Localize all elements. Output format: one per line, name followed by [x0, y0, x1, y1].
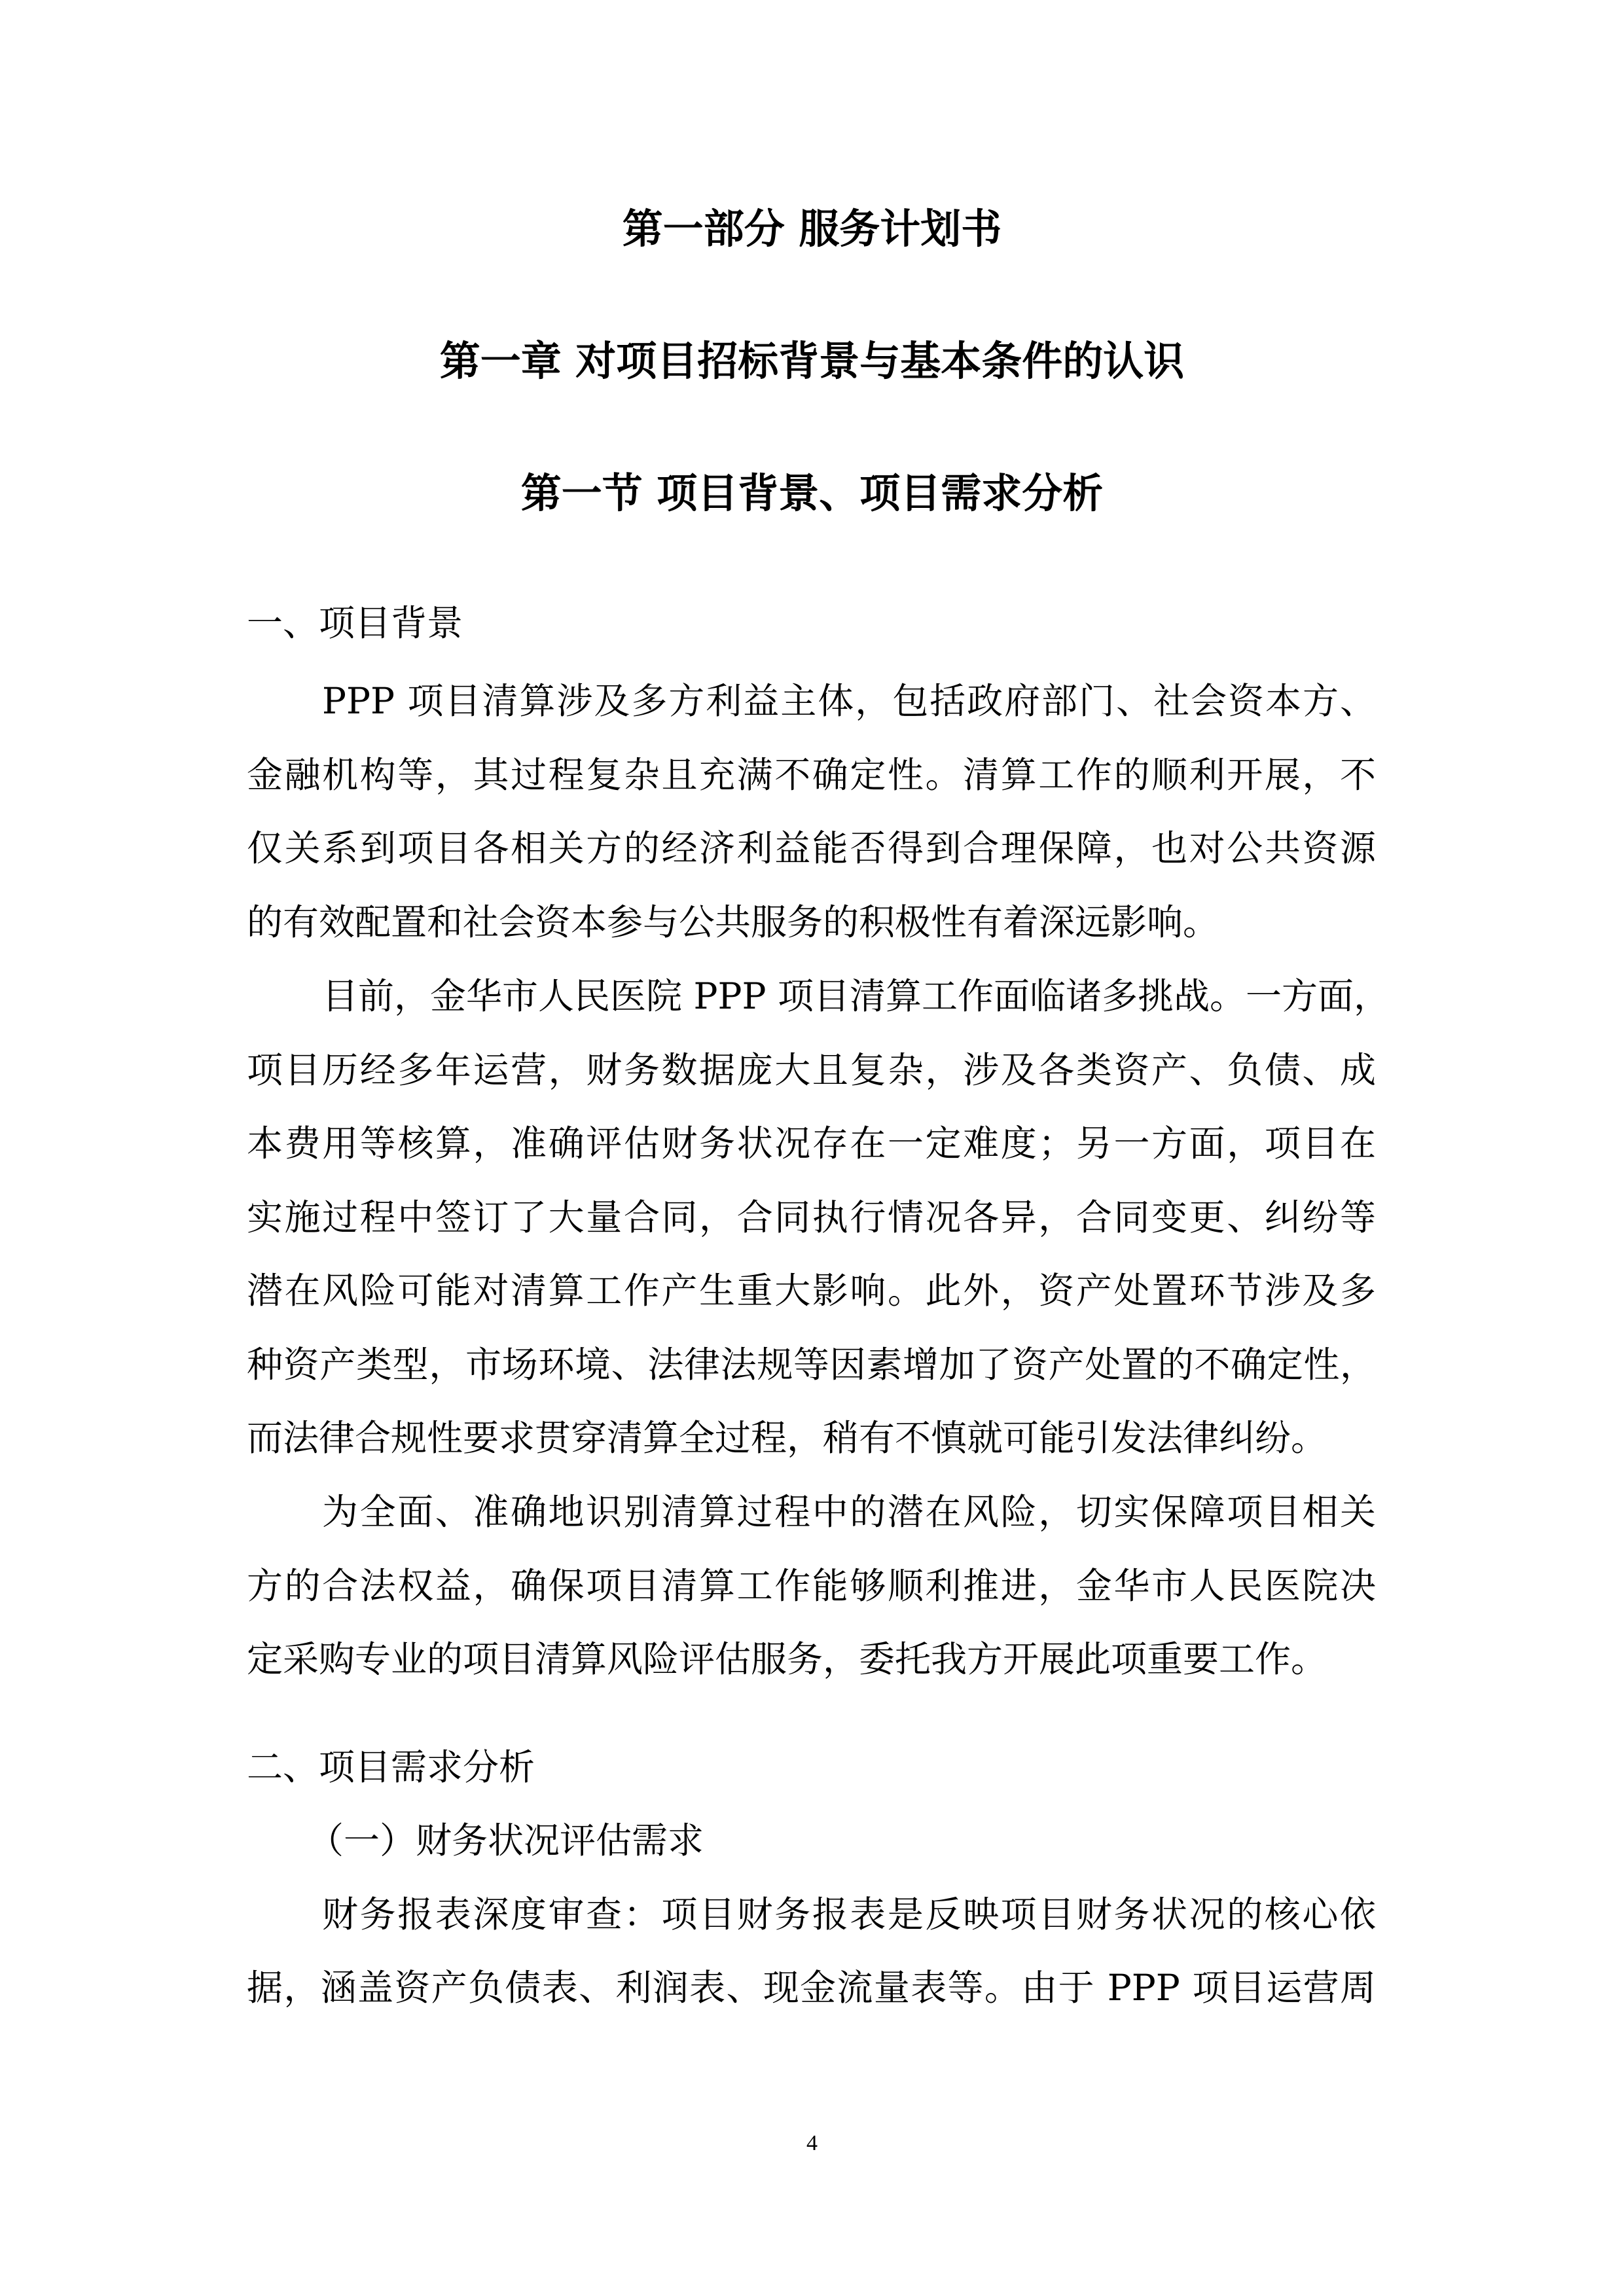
paragraph-line: PPP 项目清算涉及多方利益主体，包括政府部门、社会资本方、 — [322, 680, 1376, 722]
paragraph-line: 而法律合规性要求贯穿清算全过程，稍有不慎就可能引发法律纠纷。 — [247, 1417, 1327, 1459]
section-title: 第一节 项目背景、项目需求分析 — [520, 469, 1104, 517]
paragraph-line: 定采购专业的项目清算风险评估服务，委托我方开展此项重要工作。 — [247, 1638, 1327, 1680]
part-title: 第一部分 服务计划书 — [622, 205, 1002, 253]
paragraph-line: 方的合法权益，确保项目清算工作能够顺利推进，金华市人民医院决 — [247, 1565, 1376, 1607]
page-number: 4 — [806, 2131, 818, 2155]
chapter-title: 第一章 对项目招标背景与基本条件的认识 — [439, 337, 1185, 385]
paragraph-line: 仅关系到项目各相关方的经济利益能否得到合理保障，也对公共资源 — [247, 827, 1376, 869]
paragraph-line: 实施过程中签订了大量合同，合同执行情况各异，合同变更、纠纷等 — [247, 1196, 1376, 1238]
section-heading-requirements: 二、项目需求分析 — [247, 1746, 535, 1788]
paragraph-line: 据，涵盖资产负债表、利润表、现金流量表等。由于 PPP 项目运营周 — [247, 1967, 1376, 2009]
paragraph-line: 财务报表深度审查：项目财务报表是反映项目财务状况的核心依 — [322, 1893, 1376, 1935]
subsection-heading-financial: （一）财务状况评估需求 — [308, 1820, 704, 1861]
paragraph-line: 潜在风险可能对清算工作产生重大影响。此外，资产处置环节涉及多 — [247, 1270, 1376, 1312]
paragraph-line: 目前，金华市人民医院 PPP 项目清算工作面临诸多挑战。一方面， — [322, 975, 1390, 1017]
paragraph-line: 种资产类型，市场环境、法律法规等因素增加了资产处置的不确定性， — [247, 1344, 1376, 1386]
paragraph-line: 为全面、准确地识别清算过程中的潜在风险，切实保障项目相关 — [322, 1491, 1376, 1533]
section-heading-background: 一、项目背景 — [247, 602, 463, 644]
paragraph-line: 本费用等核算，准确评估财务状况存在一定难度；另一方面，项目在 — [247, 1122, 1376, 1164]
paragraph-line: 的有效配置和社会资本参与公共服务的积极性有着深远影响。 — [247, 901, 1219, 943]
paragraph-line: 金融机构等，其过程复杂且充满不确定性。清算工作的顺利开展，不 — [247, 754, 1376, 796]
paragraph-line: 项目历经多年运营，财务数据庞大且复杂，涉及各类资产、负债、成 — [247, 1049, 1376, 1091]
